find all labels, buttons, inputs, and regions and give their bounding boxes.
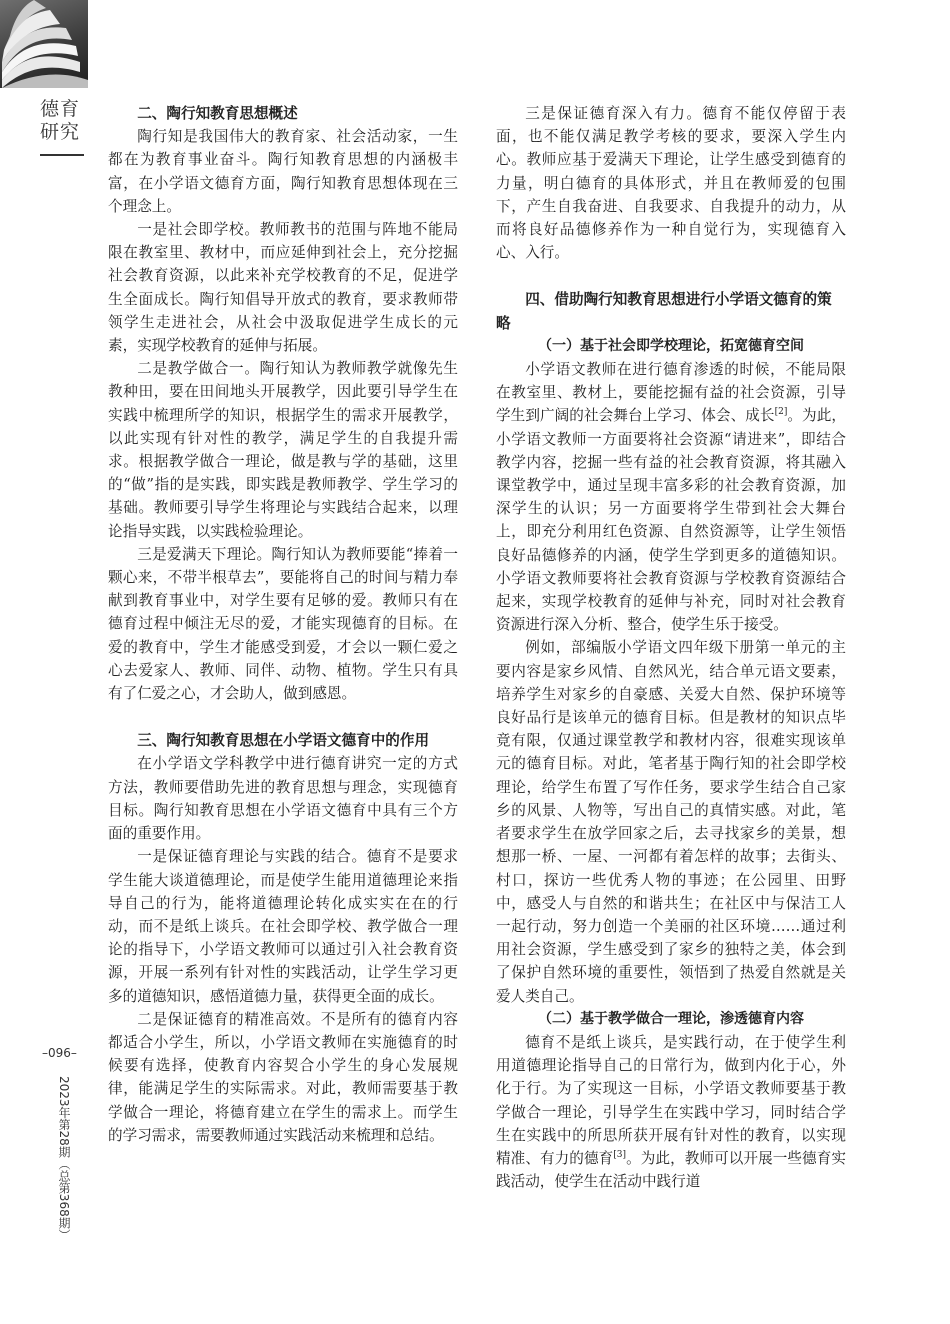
paragraph	[496, 358, 846, 636]
paragraph: 例如，部编版小学语文四年级下册第一单元的主要内容是家乡风情、自然风光，结合单元语文要素，培养学生对家乡的自豪感、关爱大自然、保护环境等良好品行是该单元的德育目标。但是教材的知识点毕竟有限，仅通过课堂教学和教材内容，很难实现该单元的德育目标。对此，笔者基于陶行知的社会即学校理论，给学生布置了写作任务，要求学生结合自己家乡的风景、人物等，写出自己的真情实感。对此，笔者要求学生在放学回家之后，去寻找家乡的美景，想想那一桥、一屋、一河都有着怎样的故事；去街头、村口，探访一些优秀人物的事迹；在公园里、田野中，感受人与自然的和谐共生；在社区中与保洁工人一起行动，努力创造一个美丽的社区环境……通过利用社会资源，学生感受到了家乡的独特之美，体会到了保护自然环境的重要性，领悟到了热爱自然就是关爱人类自己。	[496, 639, 846, 1005]
paragraph: 一是社会即学校。教师教书的范围与阵地不能局限在教室里、教材中，而应延伸到社会上，充分挖掘社会教育资源，以此来补充学校教育的不足，促进学生全面成长。陶行知倡导开放式的教育，要求教师带领学生走进社会，从社会中汲取促进学生成长的元素，实现学校教育的延伸与拓展。	[108, 221, 458, 355]
paragraph: 在小学语文学科教学中进行德育讲究一定的方式方法，教师要借助先进的教育思想与理念，实现德育目标。陶行知教育思想在小学语文德育中具有三个方面的重要作用。	[108, 755, 458, 843]
section-divider	[40, 154, 84, 156]
left-column	[108, 102, 458, 1147]
section-label: 德育研究	[40, 98, 81, 143]
paragraph-text: 德育不是纸上谈兵，是实践行动，在于使学生利用道德理论指导自己的日常行为，做到内化于心，外化于行。为了实现这一目标，小学语文教师要基于教学做合一理论，引导学生在实践中学习，同时结合学生在实践中的所思所获开展有针对性的教育，以实现精准、有力的德育	[496, 1033, 846, 1167]
page-number: –096–	[42, 1046, 77, 1060]
right-column	[496, 102, 846, 1193]
spacer	[108, 705, 458, 729]
sidebar	[0, 0, 88, 1324]
paragraph: 一是保证德育理论与实践的结合。德育不是要求学生能大谈道德理论，而是使学生能用道德理论来指导自己的行为，能将道德理论转化成实实在在的行动，而不是纸上谈兵。在社会即学校、教学做合一理论的指导下，小学语文教师可以通过引入社会教育资源，开展一系列有针对性的实践活动，让学生学习更多的道德知识，感悟道德力量，获得更全面的成长。	[108, 848, 458, 1005]
citation-ref: [3]	[613, 1150, 627, 1161]
section-heading-2: 二、陶行知教育思想概述	[137, 105, 298, 122]
subheading-2: （二）基于教学做合一理论，渗透德育内容	[538, 1010, 804, 1027]
subheading-1: （一）基于社会即学校理论，拓宽德育空间	[538, 337, 804, 354]
open-book-icon	[0, 0, 88, 88]
paragraph	[496, 1031, 846, 1193]
paragraph: 二是保证德育的精准高效。不是所有的德育内容都适合小学生，所以，小学语文教师在实施德育的时候要有选择，使教育内容契合小学生的身心发展规律，能满足学生的实际需求。对此，教师需要基于教学做合一理论，将德育建立在学生的需求上。而学生的学习需求，需要教师通过实践活动来梳理和总结。	[108, 1010, 458, 1144]
section-heading-3: 三、陶行知教育思想在小学语文德育中的作用	[137, 732, 430, 750]
paragraph-text: 。为此，教师可以开展一些德育实践活动，使学生在活动中践行道	[496, 1149, 846, 1191]
paragraph-text: 小学语文教师在进行德育渗透的时候，不能局限在教室里、教材上，要能挖掘有益的社会资源，引导学生到广阔的社会舞台上学习、体会、成长	[496, 361, 846, 425]
citation-ref: [2]	[774, 407, 788, 418]
paragraph-text: 。为此，小学语文教师一方面要将社会资源“请进来”，即结合教学内容，挖掘一些有益的社会教育资源，将其融入课堂教学中，通过呈现丰富多彩的社会教育资源，加深学生的认识；另一方面要将学生带到社会大舞台上，即充分利用红色资源、自然资源等，让学生领悟良好品德修养的内涵，使学生学到更多的道德知识。小学语文教师要将社会教育资源与学校教育资源结合起来，实现学校教育的延伸与补充，同时对社会教育资源进行深入分析、整合，使学生乐于接受。	[496, 407, 846, 634]
paragraph: 陶行知是我国伟大的教育家、社会活动家，一生都在为教育事业奋斗。陶行知教育思想的内涵极丰富，在小学语文德育方面，陶行知教育思想体现在三个理念上。	[108, 128, 458, 215]
spacer	[496, 264, 846, 288]
paragraph: 三是保证德育深入有力。德育不能仅停留于表面，也不能仅满足教学考核的要求，要深入学生内心。教师应基于爱满天下理论，让学生感受到德育的力量，明白德育的具体形式，并且在教师爱的包围下，产生自我奋进、自我要求、自我提升的动力，从而将良好品德修养作为一种自觉行为，实现德育入心、入行。	[496, 105, 846, 262]
issue-info: 2023年第28期（总第368期）	[57, 1076, 71, 1241]
book-corner-image	[0, 0, 88, 88]
paragraph: 三是爱满天下理论。陶行知认为教师要能“捧着一颗心来，不带半根草去”，要能将自己的时间与精力奉献到教育事业中，对学生要有足够的爱。教师只有在德育过程中倾注无尽的爱，才能实现德育的目标。在爱的教育中，学生才能感受到爱，才会以一颗仁爱之心去爱家人、教师、同伴、动物、植物。学生只有具有了仁爱之心，才会助人，做到感恩。	[108, 545, 458, 703]
section-heading-4: 四、借助陶行知教育思想进行小学语文德育的策略	[496, 291, 832, 332]
paragraph: 二是教学做合一。陶行知认为教师教学就像先生教种田，要在田间地头开展教学，因此要引导学生在实践中梳理所学的知识，根据学生的需求开展教学，以此实现有针对性的教学，满足学生的自我提升需求。根据教学做合一理论，做是教与学的基础，这里的“做”指的是实践，即实践是教师教学、学生学习的基础。教师要引导学生将理论与实践结合起来，以理论指导实践，以实践检验理论。	[108, 360, 458, 540]
